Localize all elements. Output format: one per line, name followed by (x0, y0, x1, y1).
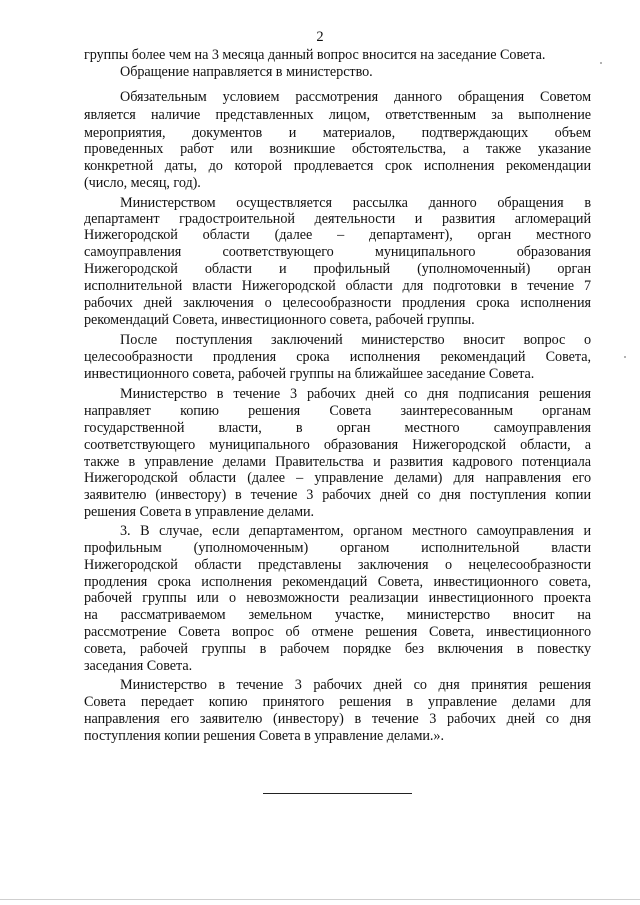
text-line: поступления копии решения Совета в управление делами.». (84, 728, 444, 744)
separator-line (263, 793, 412, 794)
text-line: департамент градостроительной деятельности и развития агломераций (84, 211, 591, 227)
text-line: заявителю (инвестору) в течение 3 рабочих дней со дня поступления копии (84, 487, 591, 503)
text-line: Обращение направляется в министерство. (120, 64, 373, 80)
text-line: направляет копию решения Совета заинтересованным органам (84, 403, 591, 419)
text-line: исполнительной власти Нижегородской области для подготовки в течение 7 (84, 278, 591, 294)
text-line: самоуправления соответствующего муниципального образования (84, 244, 591, 260)
text-line: на рассматриваемом земельном участке, министерство вносит на (84, 607, 591, 623)
text-line: направления его заявителю (инвестору) в течение 3 рабочих дней со дня (84, 711, 591, 727)
text-line: После поступления заключений министерство вносит вопрос о (120, 332, 591, 348)
text-line: целесообразности продления срока исполнения рекомендаций Совета, (84, 349, 591, 365)
text-line: Нижегородской области и профильный (уполномоченный) орган (84, 261, 591, 277)
text-line: Министерство в течение 3 рабочих дней со дня подписания решения (120, 386, 591, 402)
text-line: инвестиционного совета, рабочей группы на ближайшее заседание Совета. (84, 366, 535, 382)
text-line: решения Совета в управление делами. (84, 504, 315, 520)
text-line: совета, рабочей группы в рабочем порядке без включения в повестку (84, 641, 591, 657)
text-line: (число, месяц, год). (84, 175, 201, 191)
text-line: рабочей группы или о невозможности реализации инвестиционного проекта (84, 590, 591, 606)
text-line: соответствующего муниципального образования Нижегородской области, а (84, 437, 591, 453)
page-number: 2 (316, 29, 324, 45)
scan-speck (600, 62, 602, 64)
text-line: Совета передает копию принятого решения в управление делами для (84, 694, 591, 710)
text-line: государственной власти, в орган местного самоуправления (84, 420, 591, 436)
text-line: рекомендаций Совета, инвестиционного совета, рабочей группы. (84, 312, 475, 328)
text-line: проведенных работ или возникшие обстоятельства, а также указание (84, 141, 591, 157)
text-line: 3. В случае, если департаментом, органом местного самоуправления и (120, 523, 591, 539)
text-line: Министерство в течение 3 рабочих дней со дня принятия решения (120, 677, 591, 693)
text-line: также в управление делами Правительства и развития кадрового потенциала (84, 454, 591, 470)
text-line: Нижегородской области (далее – управление делами) для направления его (84, 470, 591, 486)
text-line: Нижегородской области (далее – департамент), орган местного (84, 227, 591, 243)
text-line: заседания Совета. (84, 658, 193, 674)
text-line: конкретной даты, до которой продлевается срок исполнения рекомендации (84, 158, 591, 174)
text-line: Нижегородской области представлены заключения о нецелесообразности (84, 557, 591, 573)
text-line: рассмотрение Совета вопрос об отмене решения Совета, инвестиционного (84, 624, 591, 640)
scan-edge (0, 899, 640, 900)
text-line: мероприятия, документов и материалов, подтверждающих объем (84, 125, 591, 141)
text-line: продления срока исполнения рекомендаций Совета, инвестиционного совета, (84, 574, 591, 590)
text-line: является наличие представленных лицом, ответственным за выполнение (84, 107, 591, 123)
text-line: профильным (уполномоченным) органом исполнительной власти (84, 540, 591, 556)
text-line: Министерством осуществляется рассылка данного обращения в (120, 195, 591, 211)
text-line: группы более чем на 3 месяца данный вопрос вносится на заседание Совета. (84, 47, 546, 63)
scan-speck (624, 356, 626, 358)
text-line: Обязательным условием рассмотрения данного обращения Советом (120, 89, 591, 105)
text-line: рабочих дней заключения о целесообразности продления срока исполнения (84, 295, 591, 311)
